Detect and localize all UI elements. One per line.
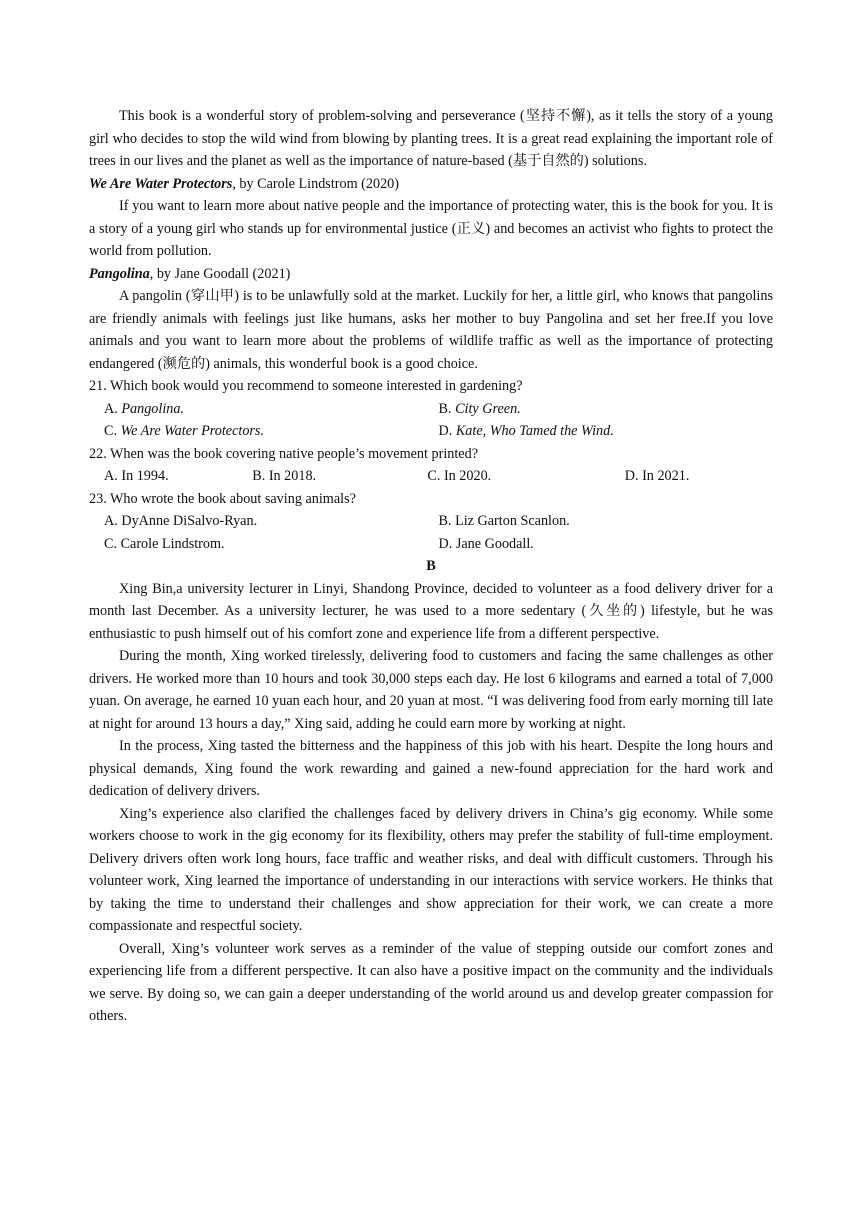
option-c[interactable] [104, 533, 439, 556]
option-text: City Green. [455, 400, 521, 417]
passage-b-paragraph: Overall, Xing’s volunteer work serves as a reminder of the value of stepping outside our comfort zones and experiencing life from a different perspective. It can also have a positive impact on the community and the individuals we serve. By doing so, we can gain a deeper understanding of the world around us and develop greater compassion for others. [89, 940, 773, 1024]
document-page [89, 105, 773, 1028]
option-letter: C. [104, 535, 121, 552]
option-letter: B. [252, 468, 269, 484]
option-text: Liz Garton Scanlon. [455, 513, 570, 529]
option-text: Kate, Who Tamed the Wind. [455, 423, 614, 439]
option-letter: C. [104, 423, 121, 439]
question-22-options [89, 465, 773, 488]
option-c[interactable] [427, 465, 624, 488]
book4-title: Pangolina [89, 265, 150, 282]
question-23-options-row2 [89, 533, 773, 556]
option-letter: D. [438, 423, 456, 439]
option-letter: A. [104, 468, 122, 484]
book2-description: This book is a wonderful story of problem-solving and perseverance (坚持不懈), as it tells the story of a young girl who decides to stop the wild wind from blowing by planting trees. It is a great read explaining the important role of trees in our lives and the planet as well as the importance of nature-based (基于自然的) solutions. [89, 108, 773, 169]
option-letter: A. [104, 513, 122, 529]
book3-description: If you want to learn more about native people and the importance of protecting water, this is the book for you. It is a story of a young girl who stands up for environmental justice (正义) and becomes an activist who fights to protect the world from pollution. [89, 198, 773, 259]
passage-b-paragraph: During the month, Xing worked tirelessly, delivering food to customers and facing the same challenges as other drivers. He worked more than 10 hours and took 30,000 steps each day. He lost 6 kilograms and earned a total of 7,000 yuan. On average, he earned 10 yuan each hour, and 20 yuan at most. “I was delivering food from early morning till late at night for around 13 hours a day,” Xing said, adding he could earn more by working at night. [89, 648, 773, 732]
question-21-options-row2 [89, 420, 773, 443]
book3-meta: , by Carole Lindstrom (2020) [232, 175, 399, 192]
passage-b-paragraph: Xing’s experience also clarified the challenges faced by delivery drivers in China’s gig economy. While some workers choose to work in the gig economy for its flexibility, others may prefer the stability of full-time employment. Delivery drivers often work long hours, face traffic and weather risks, and deal with difficult customers. Through his volunteer work, Xing learned the importance of understanding in our interactions with service workers. He thinks that by taking the time to understand their challenges and show appreciation for their work, we can create a more compassionate and respectful society. [89, 805, 773, 934]
book3-title: We Are Water Protectors [89, 175, 233, 192]
option-letter: C. [427, 468, 444, 484]
option-letter: D. [438, 535, 456, 552]
option-text: In 2021. [642, 468, 690, 484]
option-text: Jane Goodall. [455, 535, 534, 552]
option-text: Pangolina. [121, 400, 185, 417]
option-d[interactable] [625, 465, 773, 488]
book3-heading [89, 173, 773, 196]
option-text: Carole Lindstrom. [120, 535, 225, 552]
option-a[interactable] [104, 398, 439, 421]
passage-b-paragraph: In the process, Xing tasted the bitterness and the happiness of this job with his heart. Despite the long hours and physical demands, Xing found the work rewarding and gained a new-found appreciation for the hard work and dedication of delivery drivers. [89, 738, 773, 799]
question-22-stem: 22. When was the book covering native people’s movement printed? [89, 445, 478, 462]
option-text: In 2020. [443, 468, 492, 484]
question-21-options-row1 [89, 398, 773, 421]
option-b[interactable] [439, 398, 774, 421]
section-b-heading: B [426, 558, 436, 574]
question-23-stem: 23. Who wrote the book about saving animals? [89, 490, 356, 507]
option-c[interactable] [104, 420, 439, 443]
option-letter: A. [104, 400, 122, 417]
passage-b-paragraph: Xing Bin,a university lecturer in Linyi, Shandong Province, decided to volunteer as a food delivery driver for a month last December. As a university lecturer, he was used to a more sedentary (久坐的) lifestyle, but he was enthusiastic to push himself out of his comfort zone and experience life from a different perspective. [89, 580, 773, 642]
question-21-stem: 21. Which book would you recommend to someone interested in gardening? [89, 378, 523, 394]
option-text: We Are Water Protectors. [120, 423, 264, 439]
option-text: In 1994. [121, 468, 169, 484]
option-text: In 2018. [268, 468, 317, 484]
book4-description: A pangolin (穿山甲) is to be unlawfully sold at the market. Luckily for her, a little girl, who knows that pangolins are friendly animals with feelings just like humans, asks her mother to buy Pangolina and set her free.If you love animals and you want to learn more about the problems of wildlife traffic as well as the importance of protecting endangered (濒危的) animals, this wonderful book is a good choice. [89, 288, 773, 372]
question-23-options-row1 [89, 510, 773, 533]
option-letter: B. [438, 400, 456, 417]
option-letter: B. [438, 513, 456, 529]
option-d[interactable] [439, 533, 774, 556]
book4-heading [89, 263, 773, 286]
option-text: DyAnne DiSalvo-Ryan. [121, 513, 258, 529]
option-letter: D. [624, 468, 643, 484]
option-a[interactable] [104, 465, 252, 488]
option-b[interactable] [252, 465, 427, 488]
option-b[interactable] [439, 510, 774, 533]
option-d[interactable] [439, 420, 774, 443]
option-a[interactable] [104, 510, 439, 533]
book4-meta: , by Jane Goodall (2021) [149, 265, 291, 282]
